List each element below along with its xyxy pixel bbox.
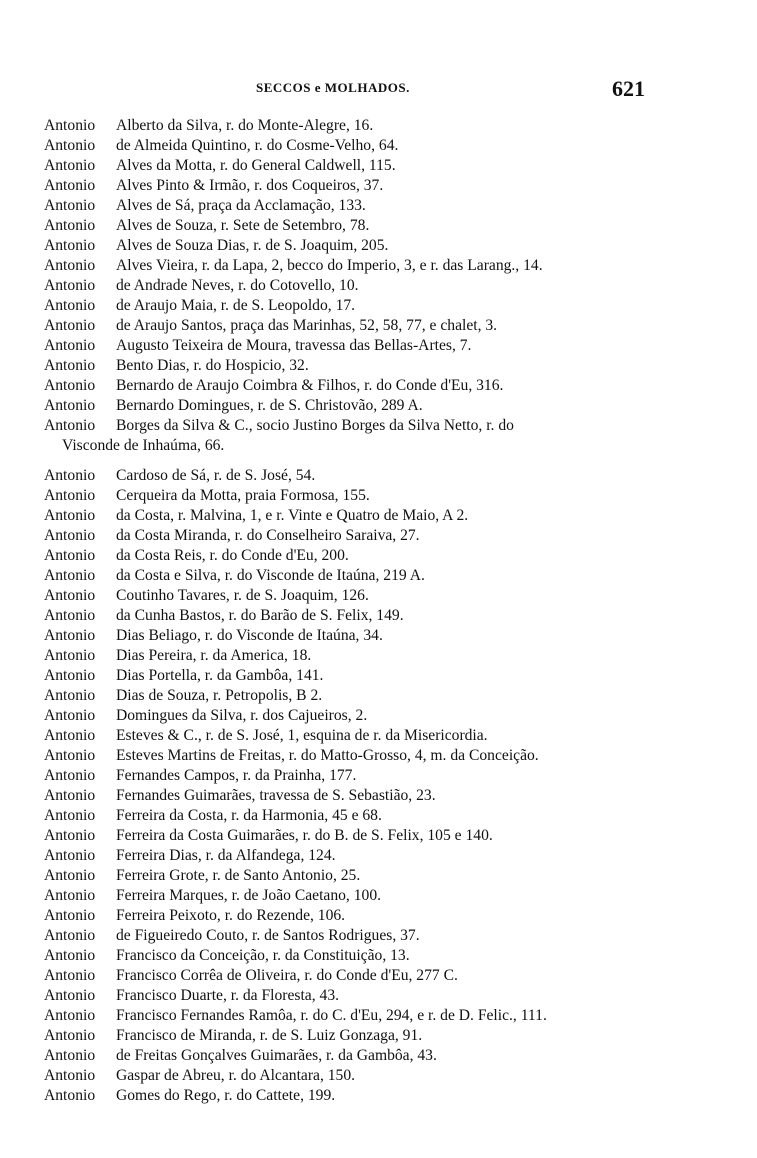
list-item [44,506,734,526]
entry-first-name: Antonio [44,467,96,484]
entry-first-name: Antonio [44,157,96,174]
list-item [44,906,734,926]
list-item [44,196,734,216]
entry-text: Dias Beliago, r. do Visconde de Itaúna, 34. [116,627,383,644]
entry-text: Fernandes Campos, r. da Prainha, 177. [116,767,357,784]
entry-first-name: Antonio [44,827,96,844]
entry-text: Dias de Souza, r. Petropolis, B 2. [116,687,323,704]
list-item [44,1046,734,1066]
section-title: SECCOS e MOLHADOS. [256,80,410,95]
entry-text: Fernandes Guimarães, travessa de S. Sebastião, 23. [116,787,436,804]
list-item [44,1026,734,1046]
list-item [44,686,734,706]
entry-first-name: Antonio [44,807,96,824]
list-item [44,416,734,456]
list-item [44,176,734,196]
entry-first-name: Antonio [44,1027,96,1044]
entry-first-name: Antonio [44,627,96,644]
entry-text: Francisco da Conceição, r. da Constituição, 13. [116,947,410,964]
entry-first-name: Antonio [44,1067,96,1084]
entry-text: Francisco Corrêa de Oliveira, r. do Conde d'Eu, 277 C. [116,967,458,984]
entry-text: da Costa Miranda, r. do Conselheiro Saraiva, 27. [116,527,420,544]
list-item [44,396,734,416]
entry-text: Alves Vieira, r. da Lapa, 2, becco do Imperio, 3, e r. das Larang., 14. [116,257,543,274]
entry-text: Francisco Duarte, r. da Floresta, 43. [116,987,340,1004]
entry-first-name: Antonio [44,847,96,864]
page-number: 621 [612,76,645,101]
entry-first-name: Antonio [44,747,96,764]
entry-first-name: Antonio [44,767,96,784]
entry-text: Alves de Souza, r. Sete de Setembro, 78. [116,217,370,234]
entry-text: Borges da Silva & C., socio Justino Borges da Silva Netto, r. do [116,417,514,434]
list-item [44,466,734,486]
entry-first-name: Antonio [44,317,96,334]
list-item [44,746,734,766]
list-item [44,866,734,886]
list-item [44,926,734,946]
list-item [44,546,734,566]
spacer [44,456,734,466]
entry-first-name: Antonio [44,417,96,434]
entry-text: Bento Dias, r. do Hospicio, 32. [116,357,309,374]
list-item [44,486,734,506]
list-item [44,986,734,1006]
list-item [44,666,734,686]
list-item [44,1066,734,1086]
entry-first-name: Antonio [44,587,96,604]
list-item [44,236,734,256]
list-item [44,216,734,236]
list-item [44,586,734,606]
entry-first-name: Antonio [44,237,96,254]
entry-first-name: Antonio [44,487,96,504]
list-item [44,786,734,806]
entry-text: Esteves & C., r. de S. José, 1, esquina de r. da Misericordia. [116,727,488,744]
entry-text: Alves de Souza Dias, r. de S. Joaquim, 205. [116,237,389,254]
list-item [44,316,734,336]
entry-first-name: Antonio [44,527,96,544]
entry-text: Augusto Teixeira de Moura, travessa das Bellas-Artes, 7. [116,337,472,354]
entry-text: Ferreira Peixoto, r. do Rezende, 106. [116,907,346,924]
list-item [44,296,734,316]
entry-text: da Costa, r. Malvina, 1, e r. Vinte e Quatro de Maio, A 2. [116,507,469,524]
entry-text: Cerqueira da Motta, praia Formosa, 155. [116,487,370,504]
entry-first-name: Antonio [44,867,96,884]
entry-text: de Freitas Gonçalves Guimarães, r. da Gambôa, 43. [116,1047,437,1064]
entry-first-name: Antonio [44,687,96,704]
entry-text: Alberto da Silva, r. do Monte-Alegre, 16. [116,117,374,134]
entry-text: Gomes do Rego, r. do Cattete, 199. [116,1087,336,1104]
entry-first-name: Antonio [44,337,96,354]
page-header [0,76,757,106]
list-item [44,116,734,136]
entry-text: Ferreira da Costa Guimarães, r. do B. de S. Felix, 105 e 140. [116,827,493,844]
entry-first-name: Antonio [44,117,96,134]
entry-first-name: Antonio [44,297,96,314]
entry-first-name: Antonio [44,967,96,984]
entry-first-name: Antonio [44,907,96,924]
entry-text: Alves de Sá, praça da Acclamação, 133. [116,197,366,214]
entry-first-name: Antonio [44,357,96,374]
entry-text: da Costa e Silva, r. do Visconde de Itaúna, 219 A. [116,567,425,584]
entry-text: Alves Pinto & Irmão, r. dos Coqueiros, 37. [116,177,384,194]
entry-text: de Araujo Maia, r. de S. Leopoldo, 17. [116,297,356,314]
entry-text: Ferreira Grote, r. de Santo Antonio, 25. [116,867,361,884]
entry-first-name: Antonio [44,667,96,684]
entry-text: de Araujo Santos, praça das Marinhas, 52, 58, 77, e chalet, 3. [116,317,498,334]
entry-text: Ferreira Dias, r. da Alfandega, 124. [116,847,336,864]
entry-text: Bernardo Domingues, r. de S. Christovão, 289 A. [116,397,423,414]
entry-first-name: Antonio [44,1087,96,1104]
entry-first-name: Antonio [44,197,96,214]
entry-text: Ferreira da Costa, r. da Harmonia, 45 e 68. [116,807,382,824]
entry-text: Coutinho Tavares, r. de S. Joaquim, 126. [116,587,369,604]
entry-text: Francisco de Miranda, r. de S. Luiz Gonzaga, 91. [116,1027,423,1044]
entry-first-name: Antonio [44,137,96,154]
entry-text: Gaspar de Abreu, r. do Alcantara, 150. [116,1067,356,1084]
entry-text: Alves da Motta, r. do General Caldwell, 115. [116,157,396,174]
list-item [44,706,734,726]
entry-text: Domingues da Silva, r. dos Cajueiros, 2. [116,707,368,724]
entry-text: de Figueiredo Couto, r. de Santos Rodrigues, 37. [116,927,420,944]
list-item [44,766,734,786]
entry-first-name: Antonio [44,277,96,294]
entry-first-name: Antonio [44,567,96,584]
entry-first-name: Antonio [44,1047,96,1064]
list-item [44,376,734,396]
entry-first-name: Antonio [44,607,96,624]
entry-text: da Costa Reis, r. do Conde d'Eu, 200. [116,547,349,564]
entry-first-name: Antonio [44,177,96,194]
entry-text: Dias Portella, r. da Gambôa, 141. [116,667,324,684]
entry-first-name: Antonio [44,707,96,724]
entry-first-name: Antonio [44,887,96,904]
list-item [44,966,734,986]
list-item [44,626,734,646]
entry-first-name: Antonio [44,927,96,944]
list-item [44,946,734,966]
list-item [44,526,734,546]
entry-first-name: Antonio [44,377,96,394]
entry-text: de Almeida Quintino, r. do Cosme-Velho, 64. [116,137,399,154]
list-item [44,136,734,156]
entry-text: Bernardo de Araujo Coimbra & Filhos, r. do Conde d'Eu, 316. [116,377,504,394]
entry-first-name: Antonio [44,257,96,274]
entry-first-name: Antonio [44,647,96,664]
entry-first-name: Antonio [44,787,96,804]
list-item [44,606,734,626]
entry-continuation: Visconde de Inhaúma, 66. [62,437,225,454]
list-item [44,826,734,846]
list-item [44,336,734,356]
list-item [44,806,734,826]
list-item [44,566,734,586]
entry-first-name: Antonio [44,987,96,1004]
list-item [44,726,734,746]
list-item [44,886,734,906]
entry-first-name: Antonio [44,397,96,414]
list-item [44,156,734,176]
list-item [44,276,734,296]
entry-text: Cardoso de Sá, r. de S. José, 54. [116,467,316,484]
entry-first-name: Antonio [44,217,96,234]
list-item [44,1006,734,1026]
entry-first-name: Antonio [44,727,96,744]
entry-text: Francisco Fernandes Ramôa, r. do C. d'Eu, 294, e r. de D. Felic., 111. [116,1007,547,1024]
list-item [44,646,734,666]
list-item [44,1086,734,1106]
entry-first-name: Antonio [44,547,96,564]
entry-first-name: Antonio [44,507,96,524]
entry-first-name: Antonio [44,1007,96,1024]
entry-text: da Cunha Bastos, r. do Barão de S. Felix, 149. [116,607,404,624]
entry-text: de Andrade Neves, r. do Cotovello, 10. [116,277,359,294]
list-item [44,356,734,376]
list-item [44,846,734,866]
list-item [44,256,734,276]
entry-first-name: Antonio [44,947,96,964]
directory-list [44,116,734,1106]
entry-text: Ferreira Marques, r. de João Caetano, 100. [116,887,382,904]
entry-text: Dias Pereira, r. da America, 18. [116,647,312,664]
entry-text: Esteves Martins de Freitas, r. do Matto-Grosso, 4, m. da Conceição. [116,747,539,764]
